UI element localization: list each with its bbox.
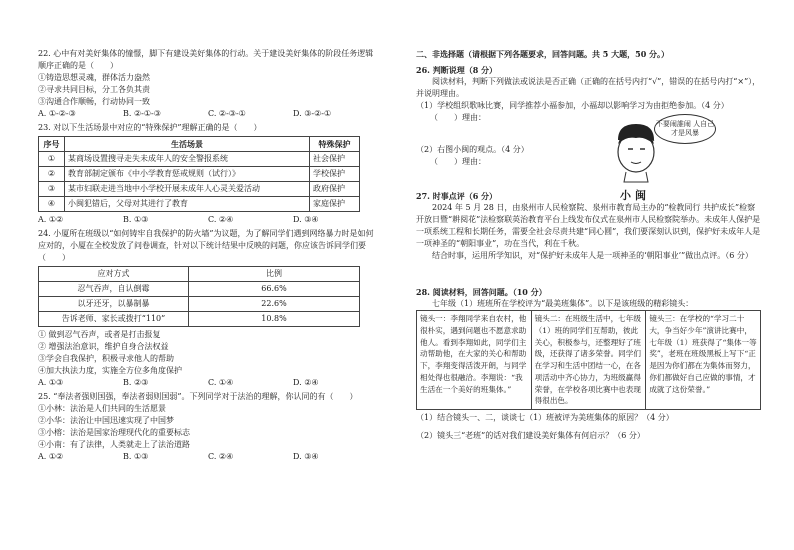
q22-option-a: A. ①-②-③ <box>38 109 76 118</box>
q25-item: ①小林：法治是人们共同的生活愿景 <box>38 404 166 413</box>
table-row <box>417 311 761 410</box>
table-header: 应对方式 <box>39 267 189 282</box>
speech-bubble-text: 不要闹誰闹 人自己才是风暴 <box>655 120 715 138</box>
clip-cell: 镜头二：在班级生活中，七年级（1）班的同学们互帮助，彼此关心，积极参与，还整理好了班级，还获得了诸多荣誉。同学们在学习和生活中团结一心，在各项活动中齐心协力，为班级赢得荣誉，在学校各项比赛中也表现得很出色。 <box>531 311 646 410</box>
q22-option-d: D. ③-②-① <box>293 109 332 118</box>
q22-item: ②寻求共同目标，分工各负其责 <box>38 85 150 94</box>
table-cell: 10.8% <box>189 312 360 327</box>
clip-cell: 镜头三：在学校的“学习二十大，争当好少年”演讲比赛中，七年级（1）班获得了“集体一等奖”，老班在班级黑板上写下“正是因为你们都在为集体而努力，你们都做好自己应做的事情，才成就了这份荣誉。” <box>646 311 761 410</box>
table-header: 比例 <box>189 267 360 282</box>
q22-item: ①铸造思想灵魂，群体活力盎然 <box>38 73 150 82</box>
table-header-row <box>39 137 360 152</box>
table-cell: 政府保护 <box>310 182 360 197</box>
table-row <box>39 282 360 297</box>
table-header: 特殊保护 <box>310 137 360 152</box>
clip-cell: 镜头一：李翔同学来自农村，他很朴实，遇到问题也不愿意求助他人。看到李翔如此，同学们主动帮助他，在大家的关心和帮助下，李翔变得活泼开朗，与同学相处得也很融洽。李翔说：“我生活在一个美好的班集体。” <box>417 311 532 410</box>
q25-option-a: A. ①② <box>38 452 64 461</box>
question-22 <box>38 48 378 120</box>
q25-options <box>38 451 378 463</box>
q25-item: ④小南：有了法律，人类就走上了法治道路 <box>38 440 190 449</box>
q28-intro: 七年级（1）班班所在学校评为“最美班集体”。以下是该班级的精彩镜头： <box>432 299 694 308</box>
table-cell: 小闽犯错后，父母对其进行了教育 <box>65 197 310 212</box>
table-cell: 教育部制定颁布《中小学教育惩戒规则（试行）》 <box>65 167 310 182</box>
q25-item: ②小华：法治让中国迅速实现了中国梦 <box>38 416 174 425</box>
table-cell: ② <box>39 167 65 182</box>
table-row <box>39 167 360 182</box>
table-cell: 学校保护 <box>310 167 360 182</box>
q24-option-c: C. ①④ <box>208 378 234 387</box>
table-cell: 家庭保护 <box>310 197 360 212</box>
q24-item: ④加大执法力度，实施全方位多角度保护 <box>38 366 182 375</box>
table-cell: 66.6% <box>189 282 360 297</box>
q23-option-b: B. ①③ <box>123 215 149 224</box>
question-28 <box>416 286 761 442</box>
q24-table <box>38 266 360 327</box>
table-cell: ④ <box>39 197 65 212</box>
q24-option-b: B. ②③ <box>123 378 149 387</box>
q24-option-a: A. ①③ <box>38 378 64 387</box>
q24-stem: 24. 小厦所在班级以“如何铸牢自我保护的防火墙”为议题，为了解同学们遇到网络暴力时是如何应对的，小厦在全校发放了问卷调查，针对以下统计结果中反映的问题，你应该告诉同学们要（ ） <box>38 229 374 262</box>
table-cell: 忍气吞声，自认倒霉 <box>39 282 189 297</box>
q26-reason2: （ ）理由： <box>430 157 486 166</box>
q24-options <box>38 377 378 389</box>
q22-options <box>38 108 378 120</box>
question-23 <box>38 122 378 226</box>
figure-caption: 小闽 <box>620 189 650 202</box>
question-24 <box>38 228 378 389</box>
q24-item: ① 做到忍气吞声，或者是打击报复 <box>38 330 161 339</box>
table-cell: ① <box>39 152 65 167</box>
q23-option-c: C. ②④ <box>208 215 234 224</box>
q25-option-d: D. ③④ <box>293 452 319 461</box>
table-row <box>39 312 360 327</box>
q28-sub2: （2）镜头三“老班”的话对我们建设美好集体有何启示？（6 分） <box>416 431 645 441</box>
table-cell: 以牙还牙，以暴制暴 <box>39 297 189 312</box>
q22-stem: 22. 心中有对美好集体的憧憬，脚下有建设美好集体的行动。关于建设美好集体的阶段任务逻辑顺序正确的是（ ） <box>38 49 374 70</box>
q27-title: 27. 时事点评（6 分） <box>416 191 498 201</box>
question-25 <box>38 391 378 463</box>
q22-item: ③沟通合作顺畅，行动协同一致 <box>38 97 150 106</box>
table-header: 生活场景 <box>65 137 310 152</box>
q22-option-b: B. ②-①-③ <box>123 109 161 118</box>
table-header: 序号 <box>39 137 65 152</box>
table-header-row <box>39 267 360 282</box>
q28-clips-table <box>416 310 761 410</box>
q26-figure <box>584 112 714 202</box>
left-column <box>38 48 378 465</box>
q26-title: 26. 判断说理（8 分） <box>416 65 498 75</box>
q23-options <box>38 214 378 226</box>
q26-sub1: （1）学校组织歌咏比赛，同学推荐小福参加，小福却以影响学习为由拒绝参加。（4 分） <box>416 101 729 110</box>
section-heading: 二、非选择题（请根据下列各题要求，回答问题。共 5 大题，50 分。） <box>416 49 670 59</box>
q24-item: ② 增强法治意识，维护自身合法权益 <box>38 342 169 351</box>
q23-stem: 23. 对以下生活场景中对应的“特殊保护”理解正确的是（ ） <box>38 123 262 132</box>
q23-option-a: A. ①② <box>38 215 64 224</box>
q25-option-b: B. ①③ <box>123 452 149 461</box>
q25-stem: 25. “奉法者强则国强，奉法者弱则国弱”。下列同学对于法治的理解，你认同的有（ ） <box>38 392 358 401</box>
q22-option-c: C. ②-③-① <box>208 109 246 118</box>
right-column <box>416 48 761 442</box>
table-cell: 社会保护 <box>310 152 360 167</box>
table-row <box>39 152 360 167</box>
q26-sub2: （2）右图小闽的观点。（4 分） <box>416 145 529 154</box>
table-cell: ③ <box>39 182 65 197</box>
q26-intro: 阅读材料，判断下列做法或说法是否正确（正确的在括号内打“√”，错误的在括号内打“×”），并说明理由。 <box>416 77 761 98</box>
q28-sub1: （1）结合镜头一、二，谈谈七（1）班被评为美班集体的原因？（4 分） <box>416 413 674 423</box>
q23-option-d: D. ③④ <box>293 215 319 224</box>
table-row <box>39 182 360 197</box>
q28-title: 28. 阅读材料，回答问题。（10 分） <box>416 287 547 297</box>
q23-table <box>38 136 360 212</box>
table-cell: 22.6% <box>189 297 360 312</box>
q26-reason1: （ ）理由： <box>430 113 486 122</box>
table-row <box>39 197 360 212</box>
table-row <box>39 297 360 312</box>
q24-option-d: D. ②④ <box>293 378 319 387</box>
q27-task: 结合时事，运用所学知识，对“保护好未成年人是一项神圣的‘朝阳事业’”做出点评。（6 分） <box>432 251 753 260</box>
q25-item: ③小榕：法治是国家治理现代化的重要标志 <box>38 428 190 437</box>
table-cell: 告诉老师、家长或拨打“110” <box>39 312 189 327</box>
q27-text: 2024 年 5 月 28 日，由泉州市人民检察院、泉州市教育局主办的“检教同行 共护成长”检察开放日暨“耕阅花”法检察联英治教育平台上线发布仪式在泉州市人民检察院举办。未成年人保护是一项系统工程和长期任务，需要全社会尽责共建“同心圆”，我们要深刻认识到，保护好未成年人是一项神圣的“朝阳事业”，功在当代，利在千秋。 <box>416 203 761 248</box>
table-cell: 某商场设置搜寻走失未成年人的安全警报系统 <box>65 152 310 167</box>
table-cell: 某市妇联走进当地中小学校开展未成年人心灵关爱活动 <box>65 182 310 197</box>
q25-option-c: C. ②④ <box>208 452 234 461</box>
q24-item: ③学会自我保护，积极寻求他人的帮助 <box>38 354 174 363</box>
